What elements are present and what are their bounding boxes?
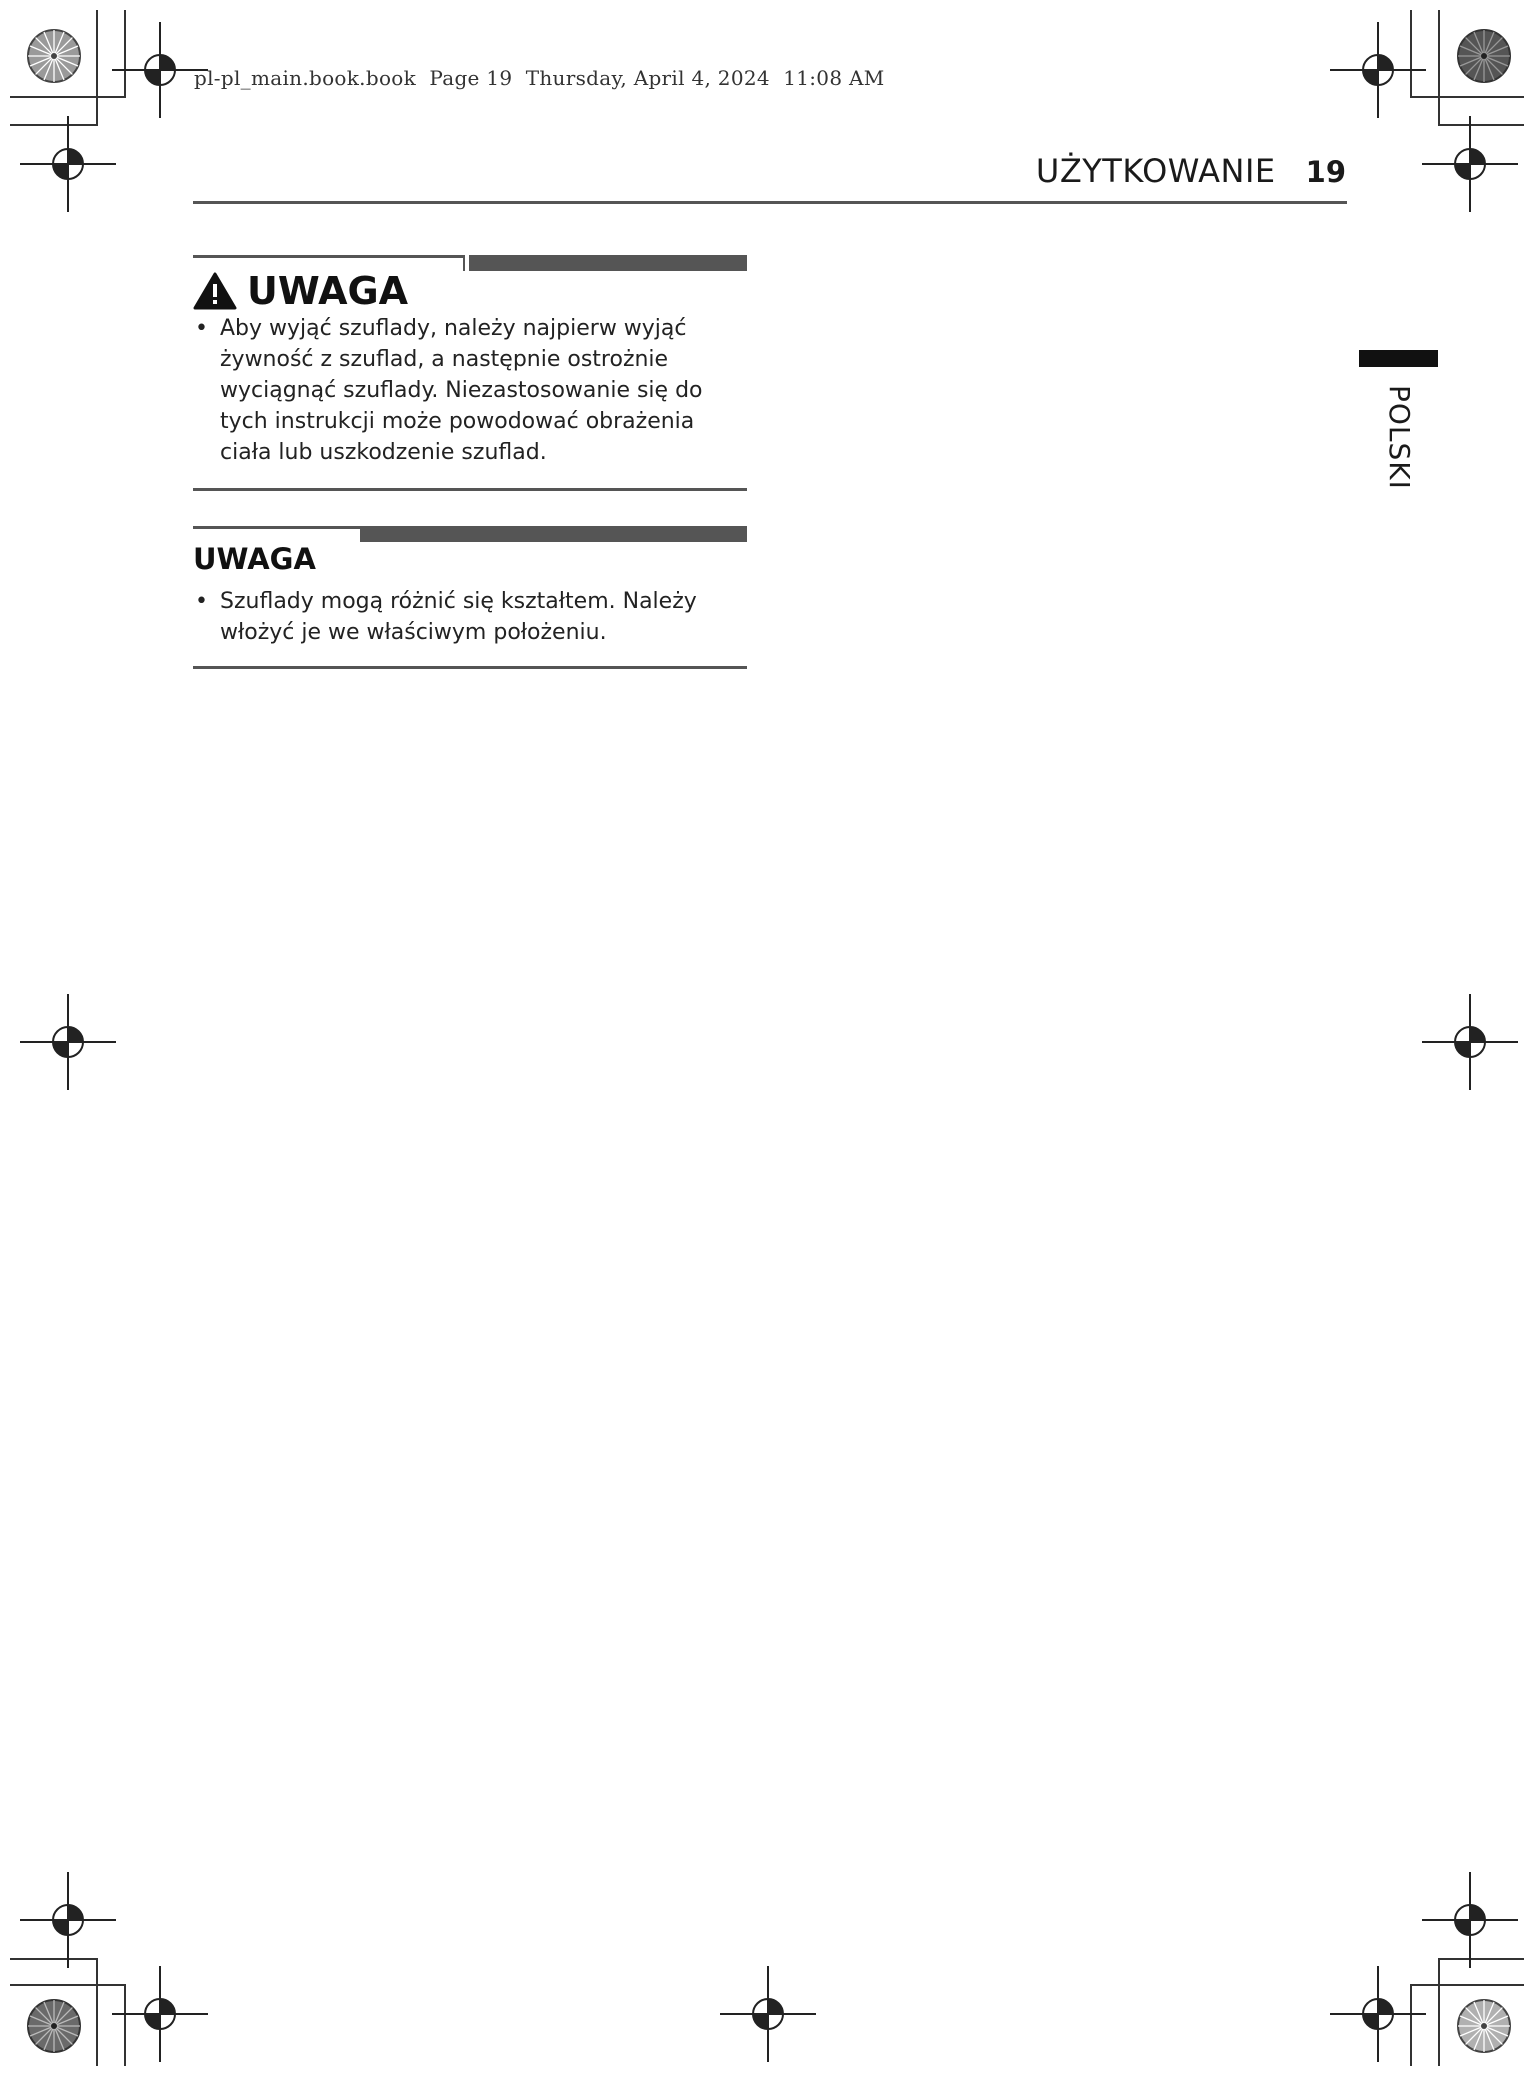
note-top-bar	[360, 526, 747, 542]
bullet-dot: •	[195, 316, 208, 341]
note-box	[193, 526, 747, 672]
bullet-dot: •	[195, 589, 208, 614]
warning-triangle-icon	[193, 272, 237, 310]
star-target-icon	[26, 28, 82, 84]
caution-box	[193, 255, 747, 495]
running-header	[1036, 152, 1346, 190]
note-top-rule	[193, 526, 360, 529]
registration-mark	[1330, 1966, 1426, 2062]
registration-mark	[20, 994, 116, 1090]
section-title: UŻYTKOWANIE	[1035, 152, 1276, 190]
caution-list	[193, 313, 747, 468]
star-target-icon	[26, 1998, 82, 2054]
note-list	[193, 586, 747, 648]
registration-mark	[20, 1872, 116, 1968]
registration-mark	[720, 1966, 816, 2062]
caution-heading	[193, 269, 408, 313]
registration-mark	[1422, 116, 1518, 212]
caution-bar-notch	[465, 255, 469, 271]
list-item	[193, 586, 747, 648]
caution-top-rule	[193, 255, 463, 258]
caution-text: Aby wyjąć szuflady, należy najpierw wyjąć żywność z szuflad, a następnie ostrożnie wyciągnąć szuflady. Niezastosowanie się do tych instrukcji może powodować obrażenia ciała lub uszkodzenie szuflad.	[220, 316, 703, 465]
list-item	[193, 313, 747, 468]
registration-mark	[20, 116, 116, 212]
caution-bottom-rule	[193, 488, 747, 491]
language-tab-label: POLSKI	[1383, 385, 1416, 490]
caution-title: UWAGA	[247, 269, 409, 313]
star-target-icon	[1456, 28, 1512, 84]
star-target-icon	[1456, 1998, 1512, 2054]
header-rule	[193, 201, 1347, 204]
page-number: 19	[1305, 155, 1346, 189]
registration-mark	[1330, 22, 1426, 118]
registration-mark	[112, 1966, 208, 2062]
note-heading: UWAGA	[193, 542, 316, 576]
caution-top-bar	[463, 255, 747, 271]
note-text: Szuflady mogą różnić się kształtem. Należy włożyć je we właściwym położeniu.	[220, 589, 697, 645]
note-bottom-rule	[193, 666, 747, 669]
registration-mark	[1422, 1872, 1518, 1968]
print-slug: pl-pl_main.book.book Page 19 Thursday, April 4, 2024 11:08 AM	[194, 66, 885, 90]
language-tab-bar	[1359, 350, 1438, 367]
registration-mark	[1422, 994, 1518, 1090]
